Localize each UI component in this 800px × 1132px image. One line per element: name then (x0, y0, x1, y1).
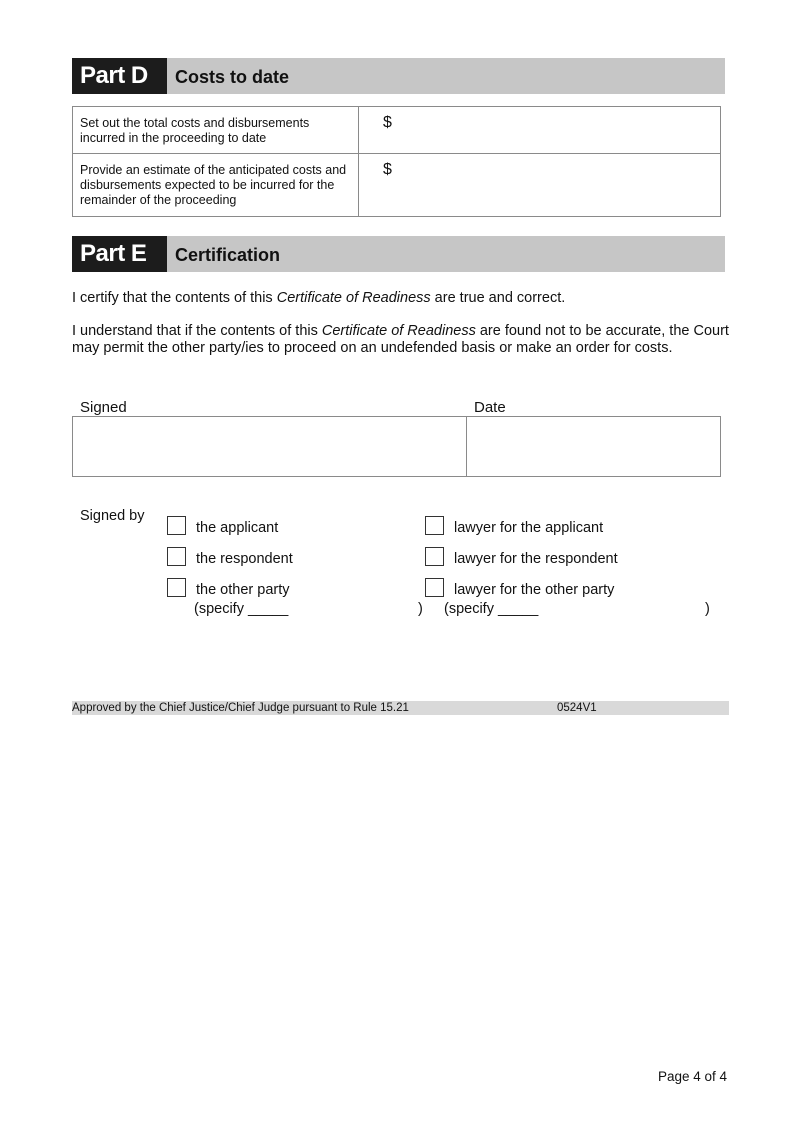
accuracy-text-end: are found not to be accurate, the Court may permit the other party/ies to proceed on an undefended basis or make an order for costs. (72, 323, 729, 356)
costs-to-date-question: Set out the total costs and disbursements incurred in the proceeding to date (73, 107, 359, 154)
accuracy-text: I understand that if the contents of this (72, 323, 322, 339)
certification-statement (72, 290, 732, 307)
signed-label: Signed (80, 399, 127, 416)
specify-other-party-field[interactable]: (specify _____ (194, 601, 289, 617)
option-label: lawyer for the respondent (454, 551, 618, 567)
lawyer-applicant-checkbox[interactable] (425, 516, 444, 535)
cert-text: I certify that the contents of this (72, 290, 277, 306)
costs-to-date-field[interactable]: $ (359, 107, 721, 154)
part-e-title: Certification (175, 245, 281, 265)
part-d-title: Costs to date (175, 67, 290, 87)
specify-lawyer-field[interactable]: (specify _____ (444, 601, 539, 617)
applicant-checkbox[interactable] (167, 516, 186, 535)
cert-text-end: are true and correct. (430, 290, 566, 306)
specify-close-left: ) (418, 601, 423, 617)
cert-doc-name: Certificate of Readiness (276, 290, 431, 306)
anticipated-costs-question: Provide an estimate of the anticipated costs and disbursements expected to be incurred for the remainder of the proceeding (73, 154, 359, 217)
accuracy-doc-name: Certificate of Readiness (321, 323, 476, 339)
part-d-header (72, 58, 725, 94)
date-label: Date (474, 399, 506, 416)
anticipated-costs-field[interactable]: $ (359, 154, 721, 217)
signed-by-label: Signed by (80, 508, 145, 524)
table-row (73, 154, 721, 217)
approval-note: Approved by the Chief Justice/Chief Judge pursuant to Rule 15.21 (72, 702, 409, 714)
signature-field[interactable] (72, 416, 467, 477)
option-label: the other party (196, 582, 290, 598)
lawyer-other-party-checkbox[interactable] (425, 578, 444, 597)
option-label: lawyer for the other party (454, 582, 615, 598)
part-d-label: Part D (72, 58, 167, 94)
respondent-checkbox[interactable] (167, 547, 186, 566)
accuracy-statement (72, 323, 732, 357)
part-e-label: Part E (72, 236, 167, 272)
table-row (73, 107, 721, 154)
costs-table (72, 106, 721, 217)
footer-bar (72, 701, 729, 715)
option-label: lawyer for the applicant (454, 520, 604, 536)
date-field[interactable] (466, 416, 721, 477)
option-label: the respondent (196, 551, 293, 567)
page-number: Page 4 of 4 (657, 1069, 727, 1084)
specify-close-right: ) (705, 601, 710, 617)
option-label: the applicant (196, 520, 279, 536)
part-e-header (72, 236, 725, 272)
other-party-checkbox[interactable] (167, 578, 186, 597)
lawyer-respondent-checkbox[interactable] (425, 547, 444, 566)
form-code: 0524V1 (557, 702, 597, 714)
